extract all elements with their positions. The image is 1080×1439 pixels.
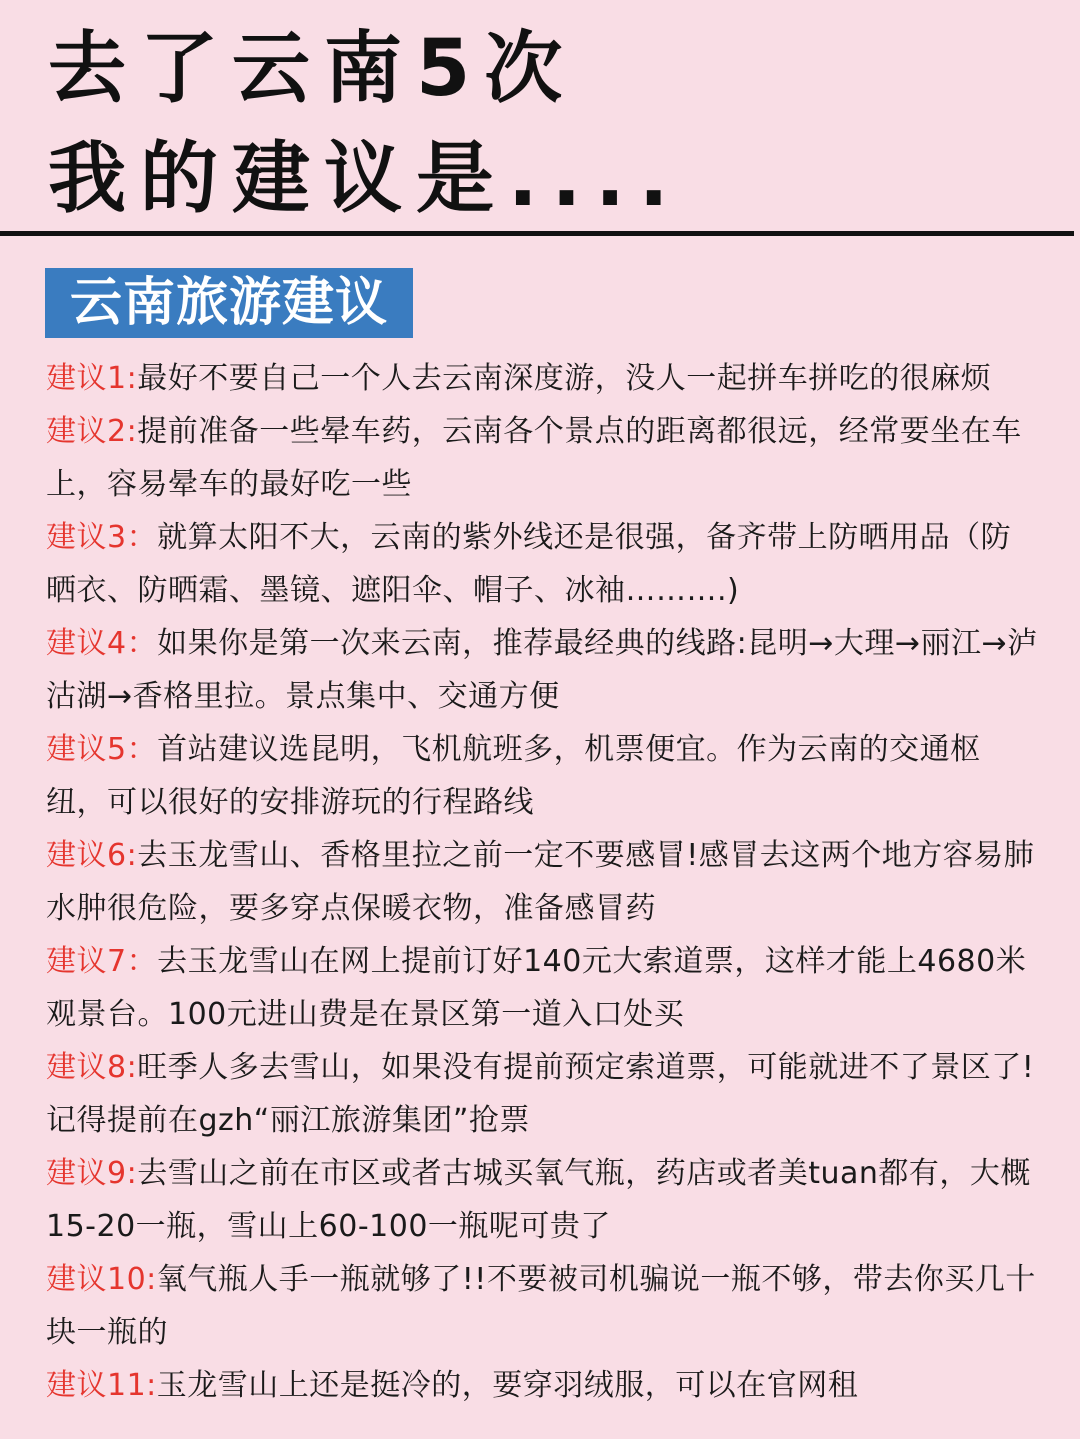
tip-item-9 — [46, 1147, 1038, 1253]
tip-label: 建议4： — [46, 626, 158, 661]
tip-label: 建议8: — [46, 1050, 138, 1085]
tip-label: 建议5： — [46, 732, 158, 767]
tip-text: 去雪山之前在市区或者古城买氧气瓶，药店或者美tuan都有，大概15-20一瓶，雪山上60-100一瓶呢可贵了 — [46, 1156, 1031, 1244]
tip-item-7 — [46, 935, 1038, 1041]
tip-item-11 — [46, 1359, 1038, 1412]
tip-text: 去玉龙雪山在网上提前订好140元大索道票，这样才能上4680米观景台。100元进山费是在景区第一道入口处买 — [46, 944, 1027, 1032]
tip-item-6 — [46, 829, 1038, 935]
tip-label: 建议1: — [46, 361, 138, 396]
tip-item-4 — [46, 617, 1038, 723]
tips-list — [46, 352, 1038, 1412]
tip-item-3 — [46, 511, 1038, 617]
tip-label: 建议6: — [46, 838, 138, 873]
tip-item-5 — [46, 723, 1038, 829]
tip-text: 去玉龙雪山、香格里拉之前一定不要感冒!感冒去这两个地方容易肺水肿很危险，要多穿点保暖衣物，准备感冒药 — [46, 838, 1035, 926]
tip-text: 如果你是第一次来云南，推荐最经典的线路:昆明→大理→丽江→泸沽湖→香格里拉。景点集中、交通方便 — [46, 626, 1038, 714]
tip-text: 提前准备一些晕车药，云南各个景点的距离都很远，经常要坐在车上，容易晕车的最好吃一些 — [46, 414, 1022, 502]
tip-text: 旺季人多去雪山，如果没有提前预定索道票，可能就进不了景区了!记得提前在gzh“丽江旅游集团”抢票 — [46, 1050, 1035, 1138]
title-divider — [0, 231, 1074, 236]
tip-text: 就算太阳不大，云南的紫外线还是很强，备齐带上防晒用品（防晒衣、防晒霜、墨镜、遮阳伞、帽子、冰袖……….) — [46, 520, 1012, 608]
tip-text: 首站建议选昆明，飞机航班多，机票便宜。作为云南的交通枢纽，可以很好的安排游玩的行程路线 — [46, 732, 981, 820]
tip-item-8 — [46, 1041, 1038, 1147]
tip-label: 建议10: — [46, 1262, 157, 1297]
tip-text: 玉龙雪山上还是挺冷的，要穿羽绒服，可以在官网租 — [156, 1368, 859, 1403]
tip-item-10 — [46, 1253, 1038, 1359]
tip-label: 建议11: — [46, 1368, 157, 1403]
page-title-line-1: 去了云南5次 — [48, 24, 577, 114]
tip-item-1 — [46, 352, 1038, 405]
tip-label: 建议2: — [46, 414, 138, 449]
tip-text: 氧气瓶人手一瓶就够了!!不要被司机骗说一瓶不够，带去你买几十块一瓶的 — [46, 1262, 1036, 1350]
tip-label: 建议9: — [46, 1156, 138, 1191]
tip-item-2 — [46, 405, 1038, 511]
tip-label: 建议3： — [46, 520, 158, 555]
section-badge: 云南旅游建议 — [45, 268, 413, 338]
tip-label: 建议7： — [46, 944, 158, 979]
page-title-line-2: 我的建议是.... — [48, 134, 683, 224]
tip-text: 最好不要自己一个人去云南深度游，没人一起拼车拼吃的很麻烦 — [137, 361, 992, 396]
